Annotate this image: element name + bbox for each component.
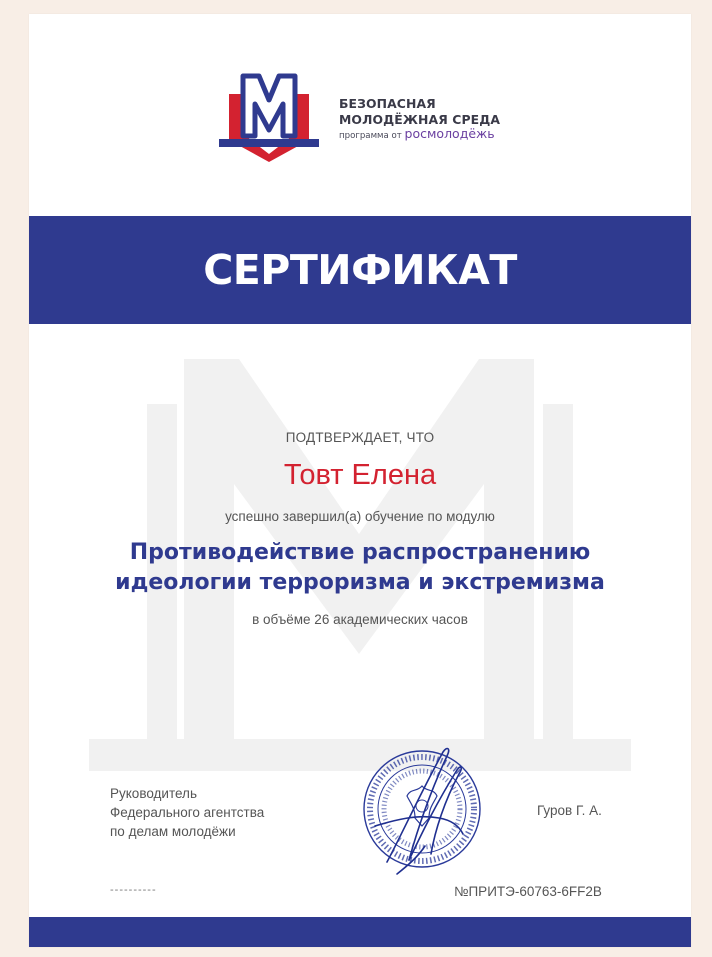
module-title-line1: Противодействие распространению [129,540,591,565]
module-title-line2: идеологии терроризма и экстремизма [115,570,605,595]
logo-icon [215,66,323,162]
brand-program-prefix: программа от [339,131,402,141]
recipient-name: Товт Елена [283,459,437,491]
certificate-sheet [29,14,691,947]
signer-name: Гуров Г. А. [537,803,602,818]
brand-name-line2: МОЛОДЁЖНАЯ СРЕДА [339,112,501,127]
brand-block [339,96,500,142]
confirms-text: ПОДТВЕРЖДАЕТ, ЧТО [285,430,435,445]
signer-role-line2: Федерального агентства [110,805,265,820]
hours-text: в объёме 26 академических часов [252,612,468,627]
completed-text: успешно завершил(а) обучение по модулю [225,509,495,524]
bottom-band [29,917,691,947]
certificate-title: СЕРТИФИКАТ [203,246,517,294]
signer-role-line3: по делам молодёжи [110,824,236,839]
signature-dashes: ---------- [110,884,157,896]
brand-program [339,128,500,142]
module-title [29,538,691,598]
title-band [29,216,691,324]
signer-role [110,784,264,841]
certificate-number: №ПРИТЭ-60763-6FF2B [454,884,602,899]
official-stamp-icon [347,734,497,884]
signer-role-line1: Руководитель [110,786,197,801]
brand-program-org: росмолодёжь [404,126,495,141]
brand-name-line1: БЕЗОПАСНАЯ [339,96,436,111]
